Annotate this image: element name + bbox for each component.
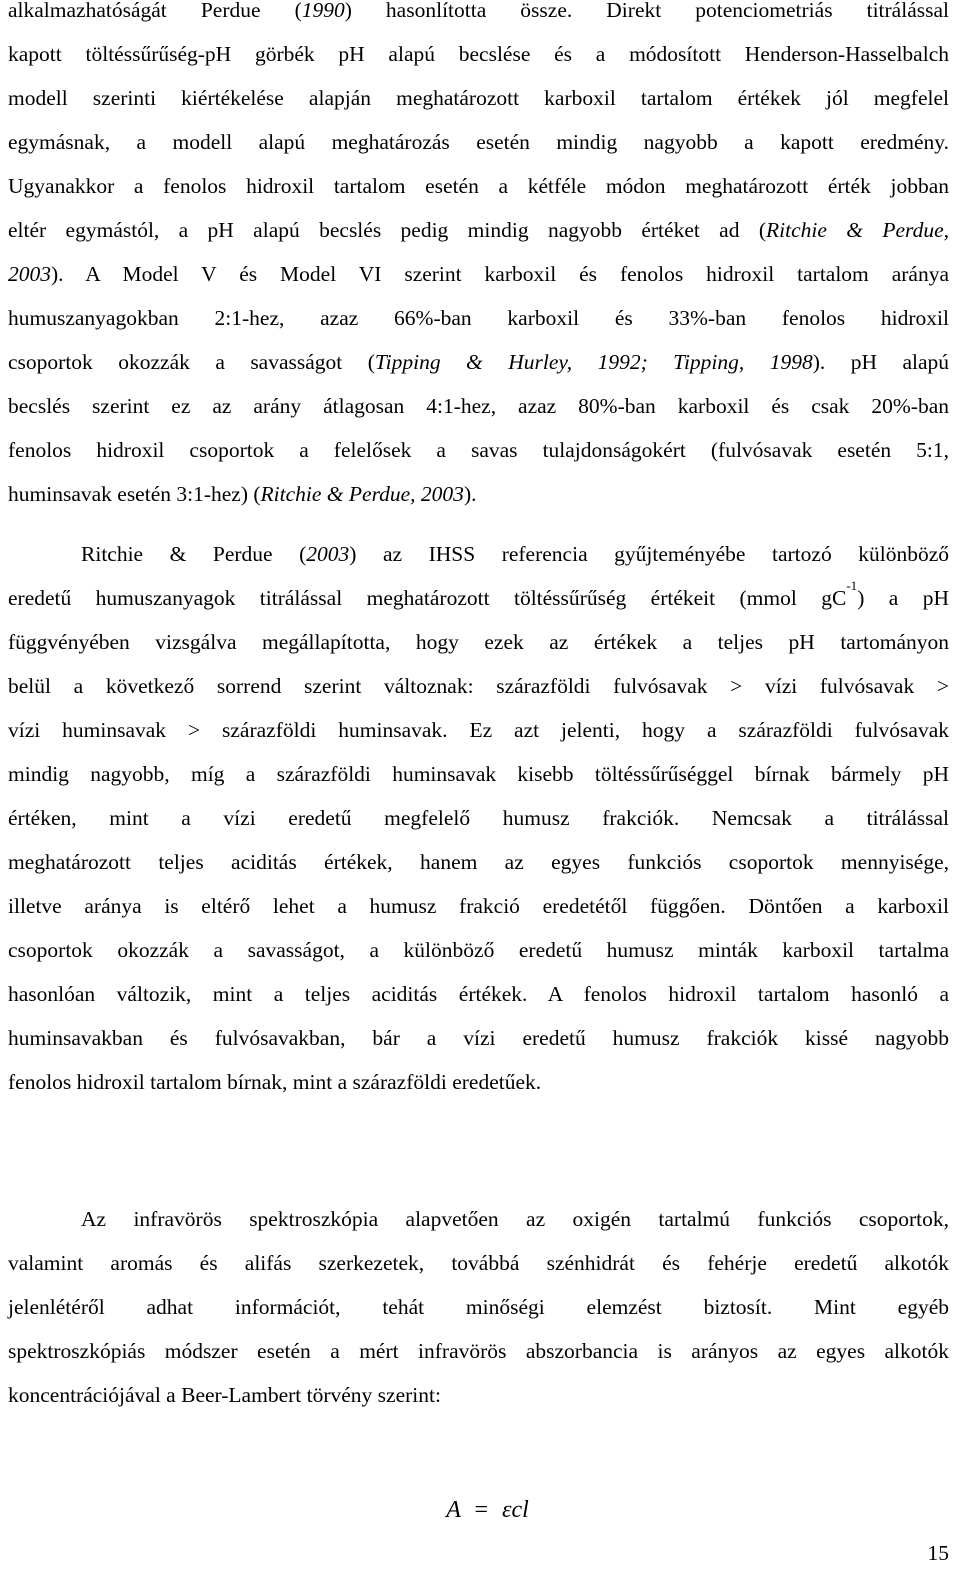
text-line: koncentrációjával a Beer-Lambert törvény szerint: bbox=[8, 1383, 441, 1407]
text-line: fenolos hidroxil tartalom bírnak, mint a szárazföldi eredetűek. bbox=[8, 1070, 542, 1094]
text-line: kapott töltéssűrűség-pH görbék pH alapú becslése és a módosított Henderson-Hasselbalch bbox=[8, 42, 949, 66]
text-line: függvényében vizsgálva megállapította, hogy ezek az értékek a teljes pH tartományon bbox=[8, 630, 949, 654]
beer-lambert-equation bbox=[8, 1497, 949, 1524]
text-line: humuszanyagokban 2:1-hez, azaz 66%-ban karboxil és 33%-ban fenolos hidroxil bbox=[8, 306, 949, 330]
text-line: modell szerinti kiértékelése alapján meghatározott karboxil tartalom értékek jól megfelel bbox=[8, 86, 949, 110]
text-line: valamint aromás és alifás szerkezetek, továbbá szénhidrát és fehérje eredetű alkotók bbox=[8, 1251, 949, 1275]
equation-sign: = bbox=[474, 1497, 488, 1523]
text-line: Ugyanakkor a fenolos hidroxil tartalom esetén a kétféle módon meghatározott érték jobban bbox=[8, 174, 949, 198]
page-number: 15 bbox=[927, 1541, 949, 1565]
equation-rhs: εcl bbox=[502, 1497, 529, 1523]
text-line: spektroszkópiás módszer esetén a mért infravörös abszorbancia is arányos az egyes alkotók bbox=[8, 1339, 949, 1363]
text-line: Az infravörös spektroszkópia alapvetően az oxigén tartalmú funkciós csoportok, bbox=[81, 1207, 949, 1231]
text-line: belül a következő sorrend szerint változnak: szárazföldi fulvósavak > vízi fulvósavak > bbox=[8, 674, 949, 698]
text-line: 2003). A Model V és Model VI szerint karboxil és fenolos hidroxil tartalom aránya bbox=[8, 262, 949, 286]
text-line: csoportok okozzák a savasságot, a különböző eredetű humusz minták karboxil tartalma bbox=[8, 938, 949, 962]
text-line: eredetű humuszanyagok titrálással meghatározott töltéssűrűség értékeit (mmol $gC^{-1}$) a pH bbox=[8, 577, 949, 610]
text-line: alkalmazhatóságát Perdue (1990) hasonlította össze. Direkt potenciometriás titrálással bbox=[8, 0, 949, 22]
text-line: hasonlóan változik, mint a teljes aciditás értékek. A fenolos hidroxil tartalom hasonló a bbox=[8, 982, 949, 1006]
text-line: jelenlétéről adhat információt, tehát minőségi elemzést biztosít. Mint egyéb bbox=[8, 1295, 949, 1319]
text-line: illetve aránya is eltérő lehet a humusz frakció eredetétől függően. Döntően a karboxil bbox=[8, 894, 949, 918]
text-line: fenolos hidroxil csoportok a felelősek a savas tulajdonságokért (fulvósavak esetén 5:1, bbox=[8, 438, 949, 462]
text-line: vízi huminsavak > szárazföldi huminsavak. Ez azt jelenti, hogy a szárazföldi fulvósavak bbox=[8, 718, 949, 742]
text-line: eltér egymástól, a pH alapú becslés pedig mindig nagyobb értéket ad (Ritchie & Perdue, bbox=[8, 218, 949, 242]
text-line: egymásnak, a modell alapú meghatározás esetén mindig nagyobb a kapott eredmény. bbox=[8, 130, 949, 154]
text-line: becslés szerint ez az arány átlagosan 4:1-hez, azaz 80%-ban karboxil és csak 20%-ban bbox=[8, 394, 949, 418]
text-line: mindig nagyobb, míg a szárazföldi huminsavak kisebb töltéssűrűséggel bírnak bármely pH bbox=[8, 762, 949, 786]
text-line: huminsavak esetén 3:1-hez) (Ritchie & Perdue, 2003). bbox=[8, 482, 477, 506]
text-line: meghatározott teljes aciditás értékek, hanem az egyes funkciós csoportok mennyisége, bbox=[8, 850, 949, 874]
text-line: csoportok okozzák a savasságot (Tipping & Hurley, 1992; Tipping, 1998). pH alapú bbox=[8, 350, 950, 374]
text-line: értéken, mint a vízi eredetű megfelelő humusz frakciók. Nemcsak a titrálással bbox=[8, 806, 949, 830]
text-line: huminsavakban és fulvósavakban, bár a vízi eredetű humusz frakciók kissé nagyobb bbox=[8, 1026, 949, 1050]
equation-lhs: A bbox=[446, 1497, 461, 1523]
text-line: Ritchie & Perdue (2003) az IHSS referencia gyűjteményébe tartozó különböző bbox=[81, 542, 949, 566]
